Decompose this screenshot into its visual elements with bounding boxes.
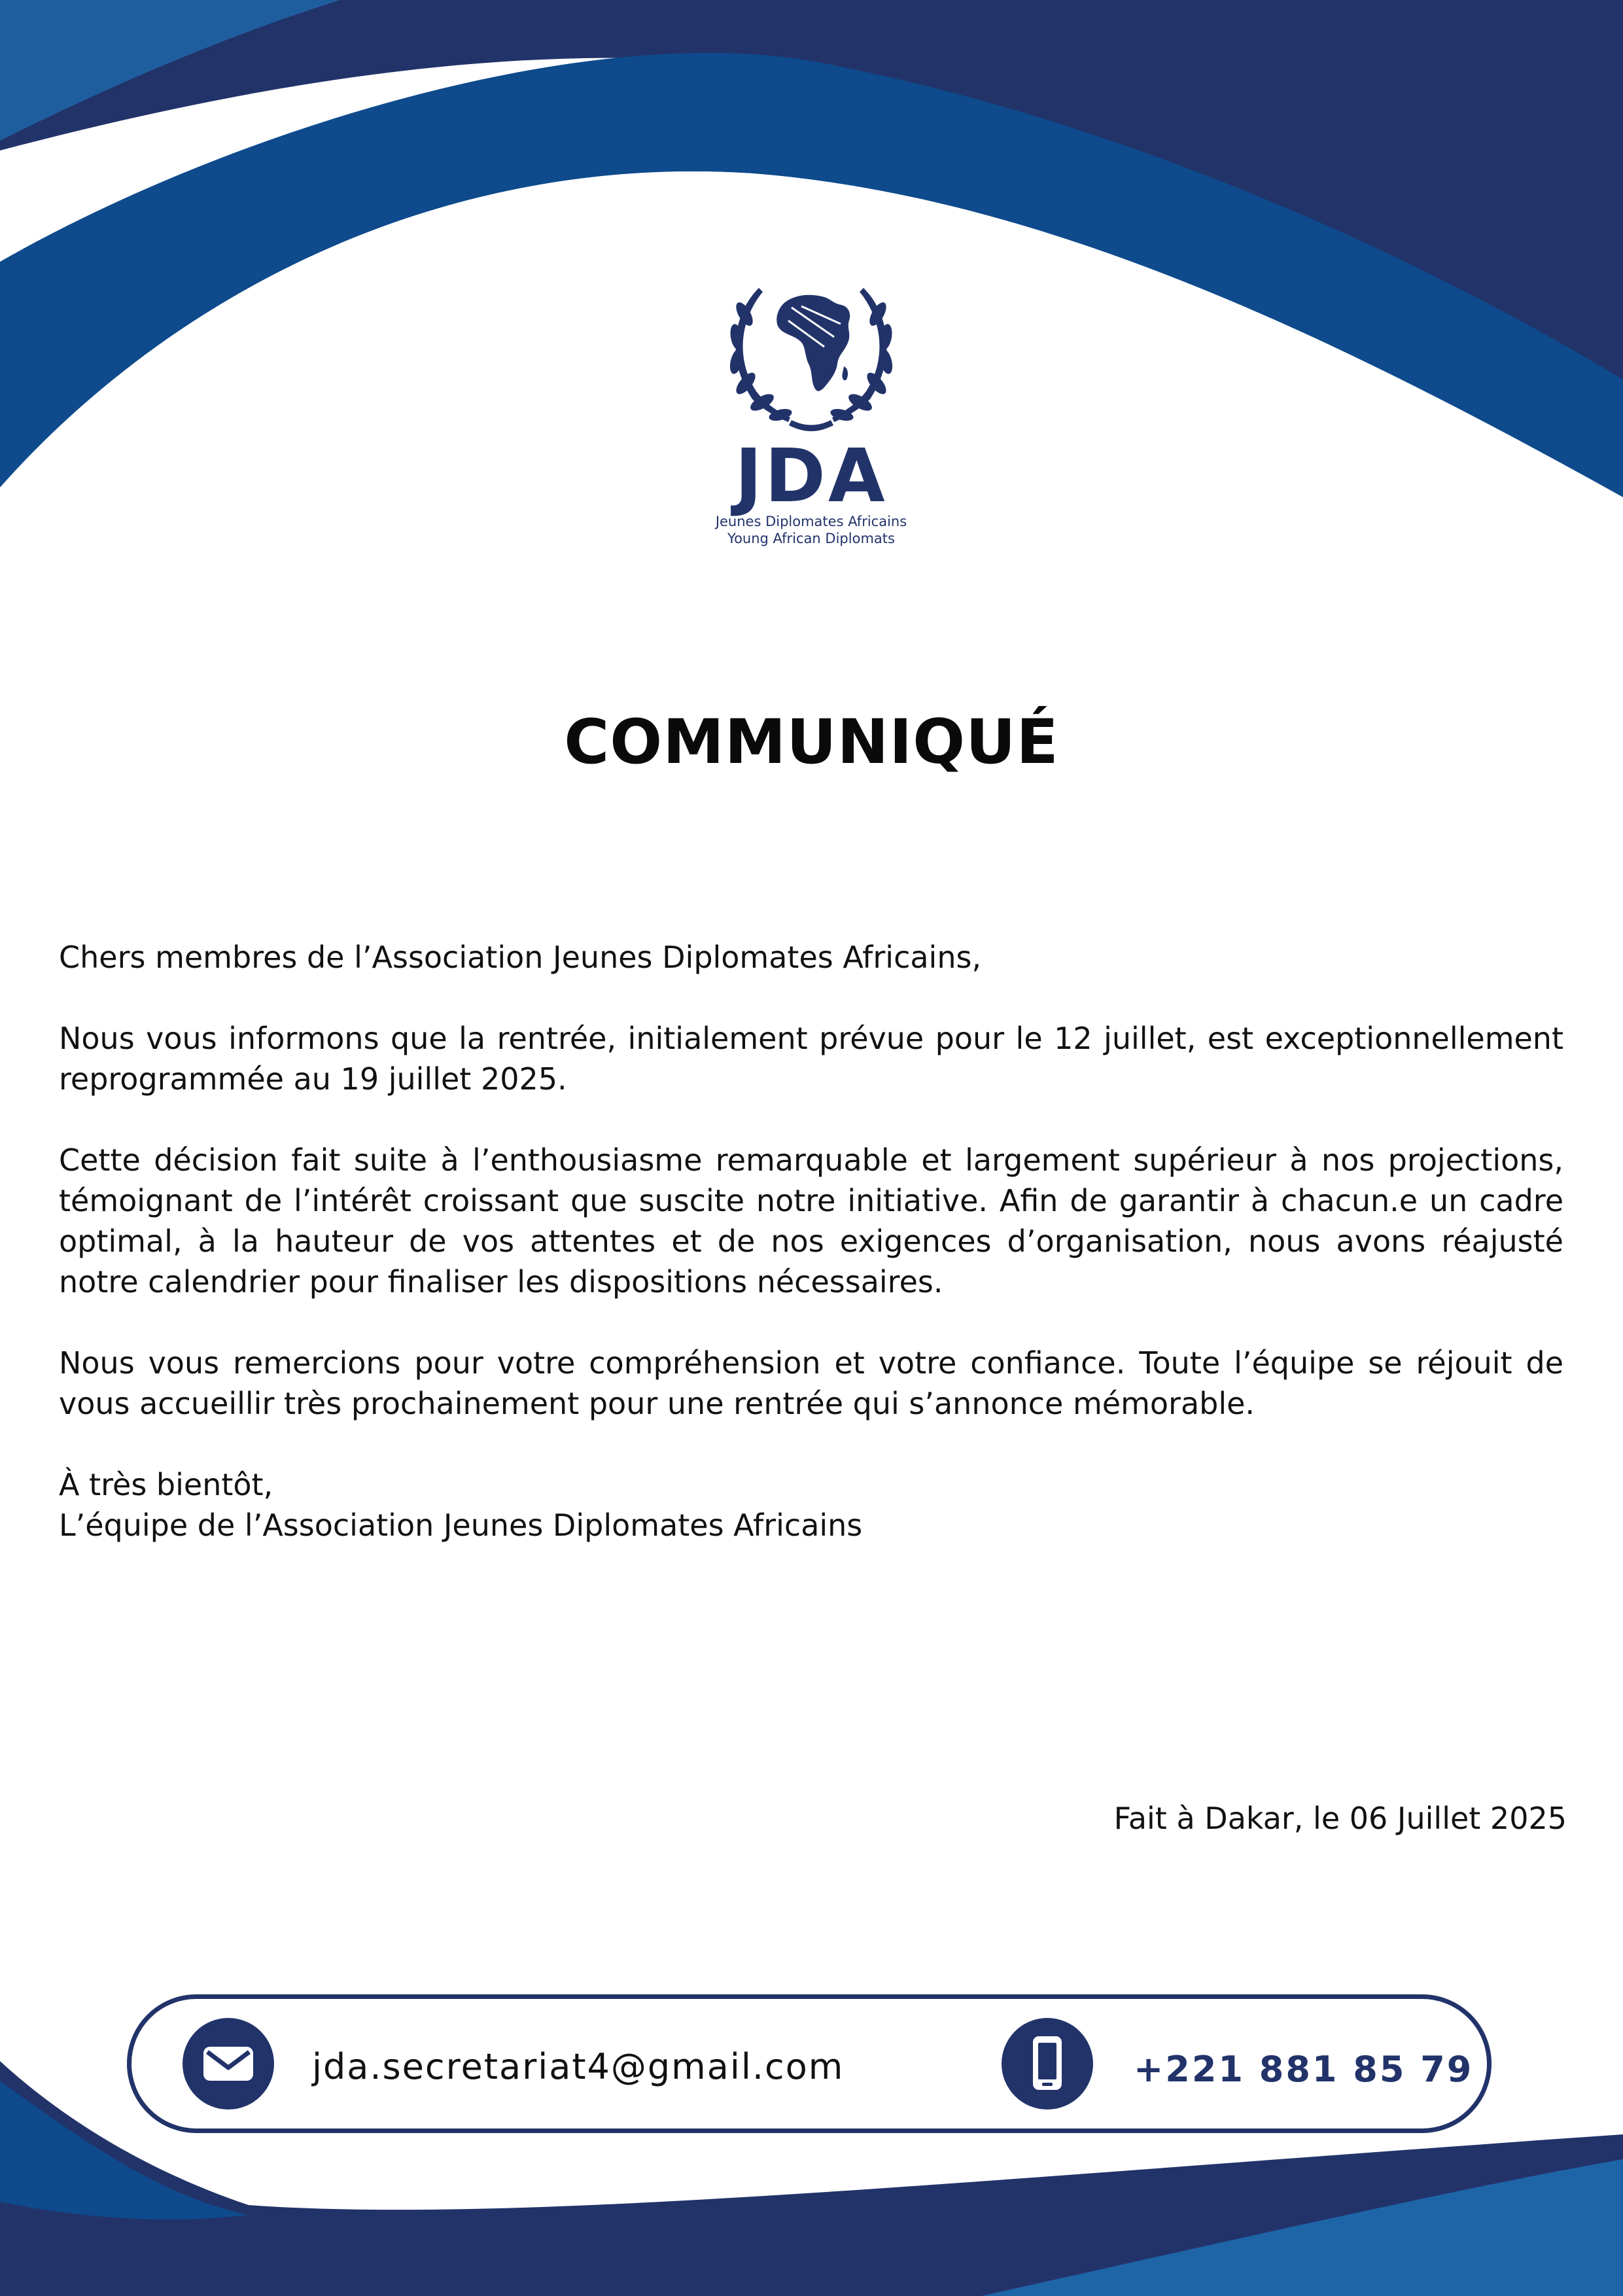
africa-laurel-icon [713, 275, 909, 438]
envelope-icon [183, 2018, 274, 2110]
letter-signature: L’équipe de l’Association Jeunes Diplomates Africains [59, 1508, 863, 1543]
jda-logo [680, 275, 942, 550]
letter-body [59, 937, 1563, 1545]
letter-closing: À très bientôt, [59, 1467, 273, 1502]
logo-acronym: JDA [735, 434, 888, 519]
logo-subtitle-fr: Jeunes Diplomates Africains [715, 514, 907, 529]
letter-paragraph: Nous vous remercions pour votre compréhension et votre confiance. Toute l’équipe se réjouit de vous accueillir très prochainement pour une rentrée qui s’annonce mémorable. [59, 1345, 1563, 1421]
page-title: COMMUNIQUÉ [564, 707, 1059, 778]
africa-shape [777, 295, 850, 391]
email-link[interactable]: jda.secretariat4@gmail.com [312, 2046, 845, 2087]
phone-link[interactable]: +221 881 85 79 [1134, 2049, 1474, 2090]
phone-icon [1002, 2018, 1093, 2110]
contact-bar [127, 1994, 1492, 2133]
letter-greeting: Chers membres de l’Association Jeunes Diplomates Africains, [59, 940, 982, 975]
logo-subtitle-en: Young African Diplomats [727, 531, 895, 547]
letter-paragraph: Nous vous informons que la rentrée, initialement prévue pour le 12 juillet, est exceptionnellement reprogrammée au 19 juillet 2025. [59, 1021, 1563, 1097]
letter-paragraph: Cette décision fait suite à l’enthousiasme remarquable et largement supérieur à nos projections, témoignant de l’intérêt croissant que suscite notre initiative. Afin de garantir à chacun.e un cadre optimal, à la hauteur de vos attentes et de nos exigences d’organisation, nous avons réajusté notre calendrier pour finaliser les dispositions nécessaires. [59, 1142, 1563, 1299]
place-date: Fait à Dakar, le 06 Juillet 2025 [1113, 1801, 1567, 1836]
